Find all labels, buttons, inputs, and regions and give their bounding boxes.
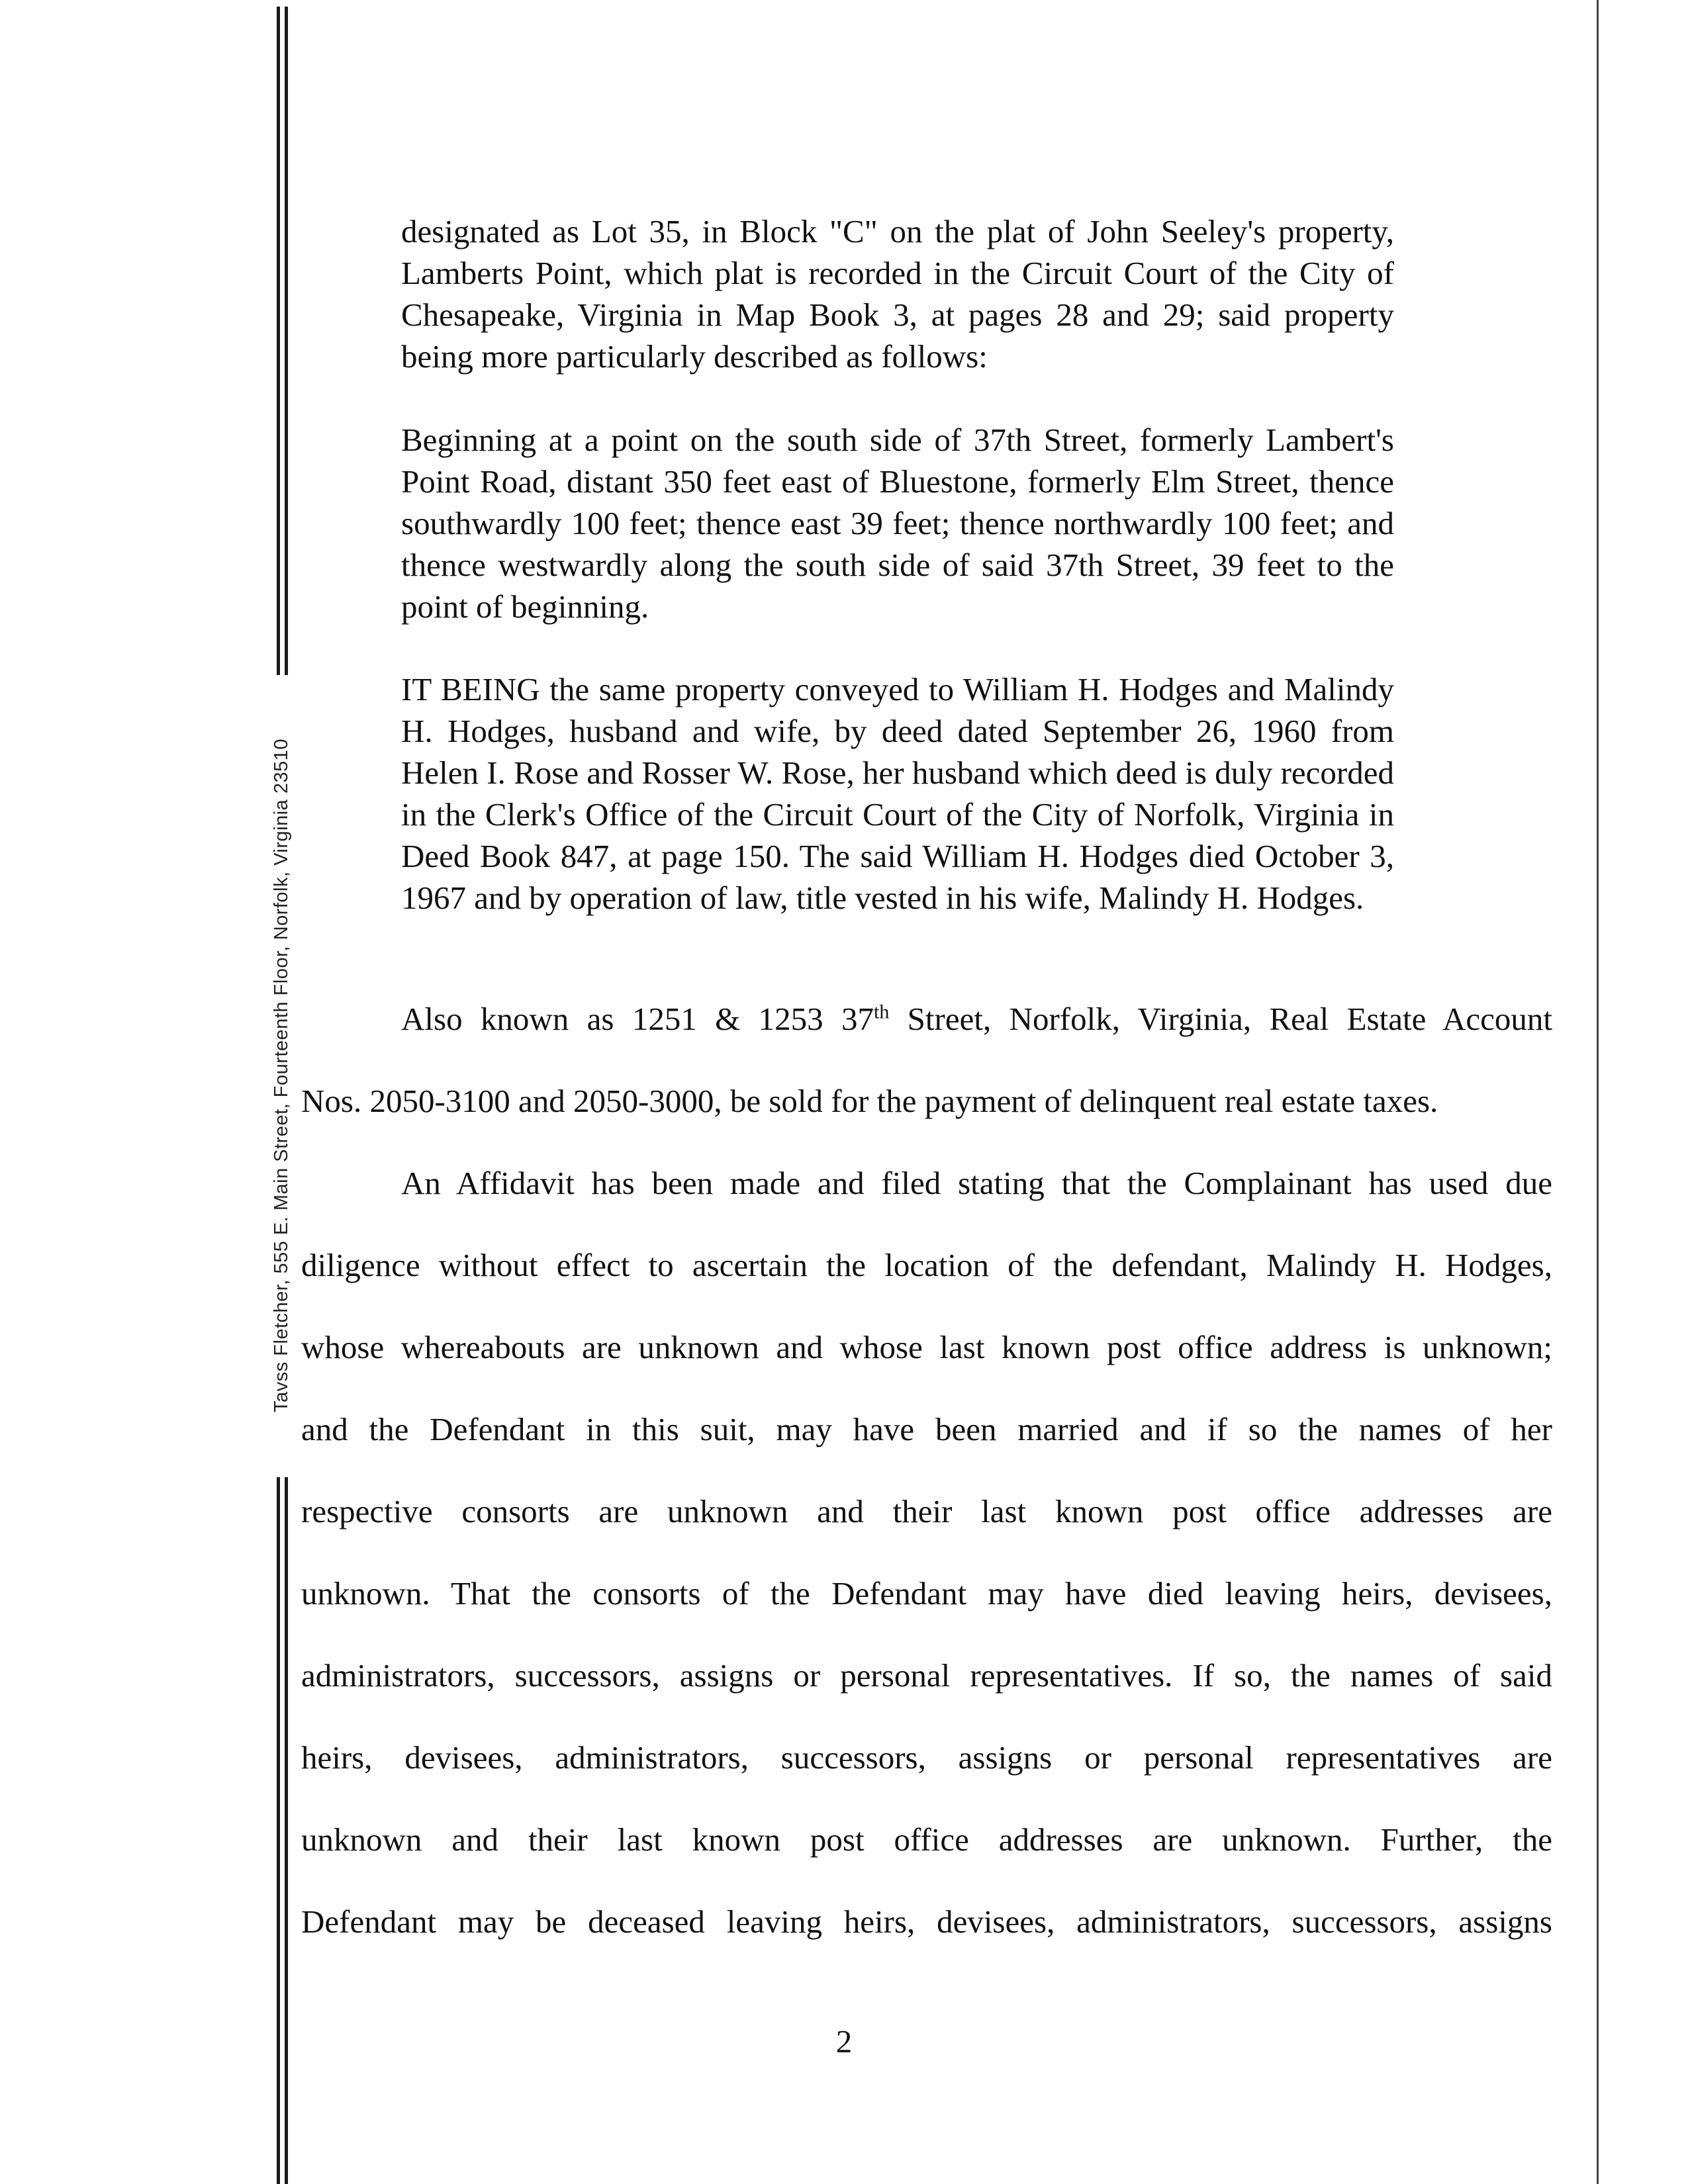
page-number: 2 xyxy=(835,2023,853,2060)
also-known-as-line xyxy=(401,998,1552,1040)
body-line-04: diligence without effect to ascertain the location of the defendant, Malindy H. Hodges, xyxy=(301,1247,1552,1283)
body-line-10: heirs, devisees, administrators, successors, assigns or personal representatives are xyxy=(301,1739,1552,1776)
left-margin-rule-outer-top xyxy=(277,7,280,675)
firm-address-margin-text: Tavss Fletcher, 555 E. Main Street, Fourteenth Floor, Norfolk, Virginia 23510 xyxy=(271,739,292,1413)
body-line-08: unknown. That the consorts of the Defendant may have died leaving heirs, devisees, xyxy=(301,1575,1552,1612)
body-line-05: whose whereabouts are unknown and whose last known post office address is unknown; xyxy=(301,1329,1552,1365)
body-line-02: Nos. 2050-3100 and 2050-3000, be sold for the payment of delinquent real estate taxes. xyxy=(301,1083,1438,1119)
chain-of-title-paragraph: IT BEING the same property conveyed to William H. Hodges and Malindy H. Hodges, husband and wife, by deed dated September 26, 1960 from Helen I. Rose and Rosser W. Rose, her husband which deed is duly recorded in the Clerk's Office of the Circuit Court of the City of Norfolk, Virginia in Deed Book 847, at page 150. The said William H. Hodges died October 3, 1967 and by operation of law, title vested in his wife, Malindy H. Hodges. xyxy=(401,671,1394,916)
ordinal-suffix: th xyxy=(873,1001,890,1023)
also-known-post: Street, Norfolk, Virginia, Real Estate Account xyxy=(889,1001,1552,1037)
body-line-06: and the Defendant in this suit, may have been married and if so the names of her xyxy=(301,1411,1552,1447)
metes-and-bounds-paragraph: Beginning at a point on the south side of 37th Street, formerly Lambert's Point Road, distant 350 feet east of Bluestone, formerly Elm Street, thence southwardly 100 feet; thence east 39 feet; thence northwardly 100 feet; and thence westwardly along the south side of said 37th Street, 39 feet to the point of beginning. xyxy=(401,422,1394,625)
lot-description-paragraph: designated as Lot 35, in Block "C" on the plat of John Seeley's property, Lamberts Point, which plat is recorded in the Circuit Court of the City of Chesapeake, Virginia in Map Book 3, at pages 28 and 29; said property being more particularly described as follows: xyxy=(401,213,1394,375)
body-line-09: administrators, successors, assigns or personal representatives. If so, the names of said xyxy=(301,1657,1552,1694)
left-margin-rule-outer-bottom xyxy=(277,1477,280,2184)
right-margin-rule xyxy=(1597,0,1599,2184)
also-known-pre: Also known as 1251 & 1253 37 xyxy=(401,1001,874,1037)
left-margin-rule-inner-bottom xyxy=(285,1477,288,2184)
body-line-03: An Affidavit has been made and filed stating that the Complainant has used due xyxy=(401,1165,1552,1201)
body-line-12: Defendant may be deceased leaving heirs, devisees, administrators, successors, assigns xyxy=(301,1903,1552,1940)
body-line-11: unknown and their last known post office addresses are unknown. Further, the xyxy=(301,1821,1552,1858)
left-margin-rule-inner-top xyxy=(285,7,288,675)
body-line-07: respective consorts are unknown and their last known post office addresses are xyxy=(301,1493,1552,1529)
